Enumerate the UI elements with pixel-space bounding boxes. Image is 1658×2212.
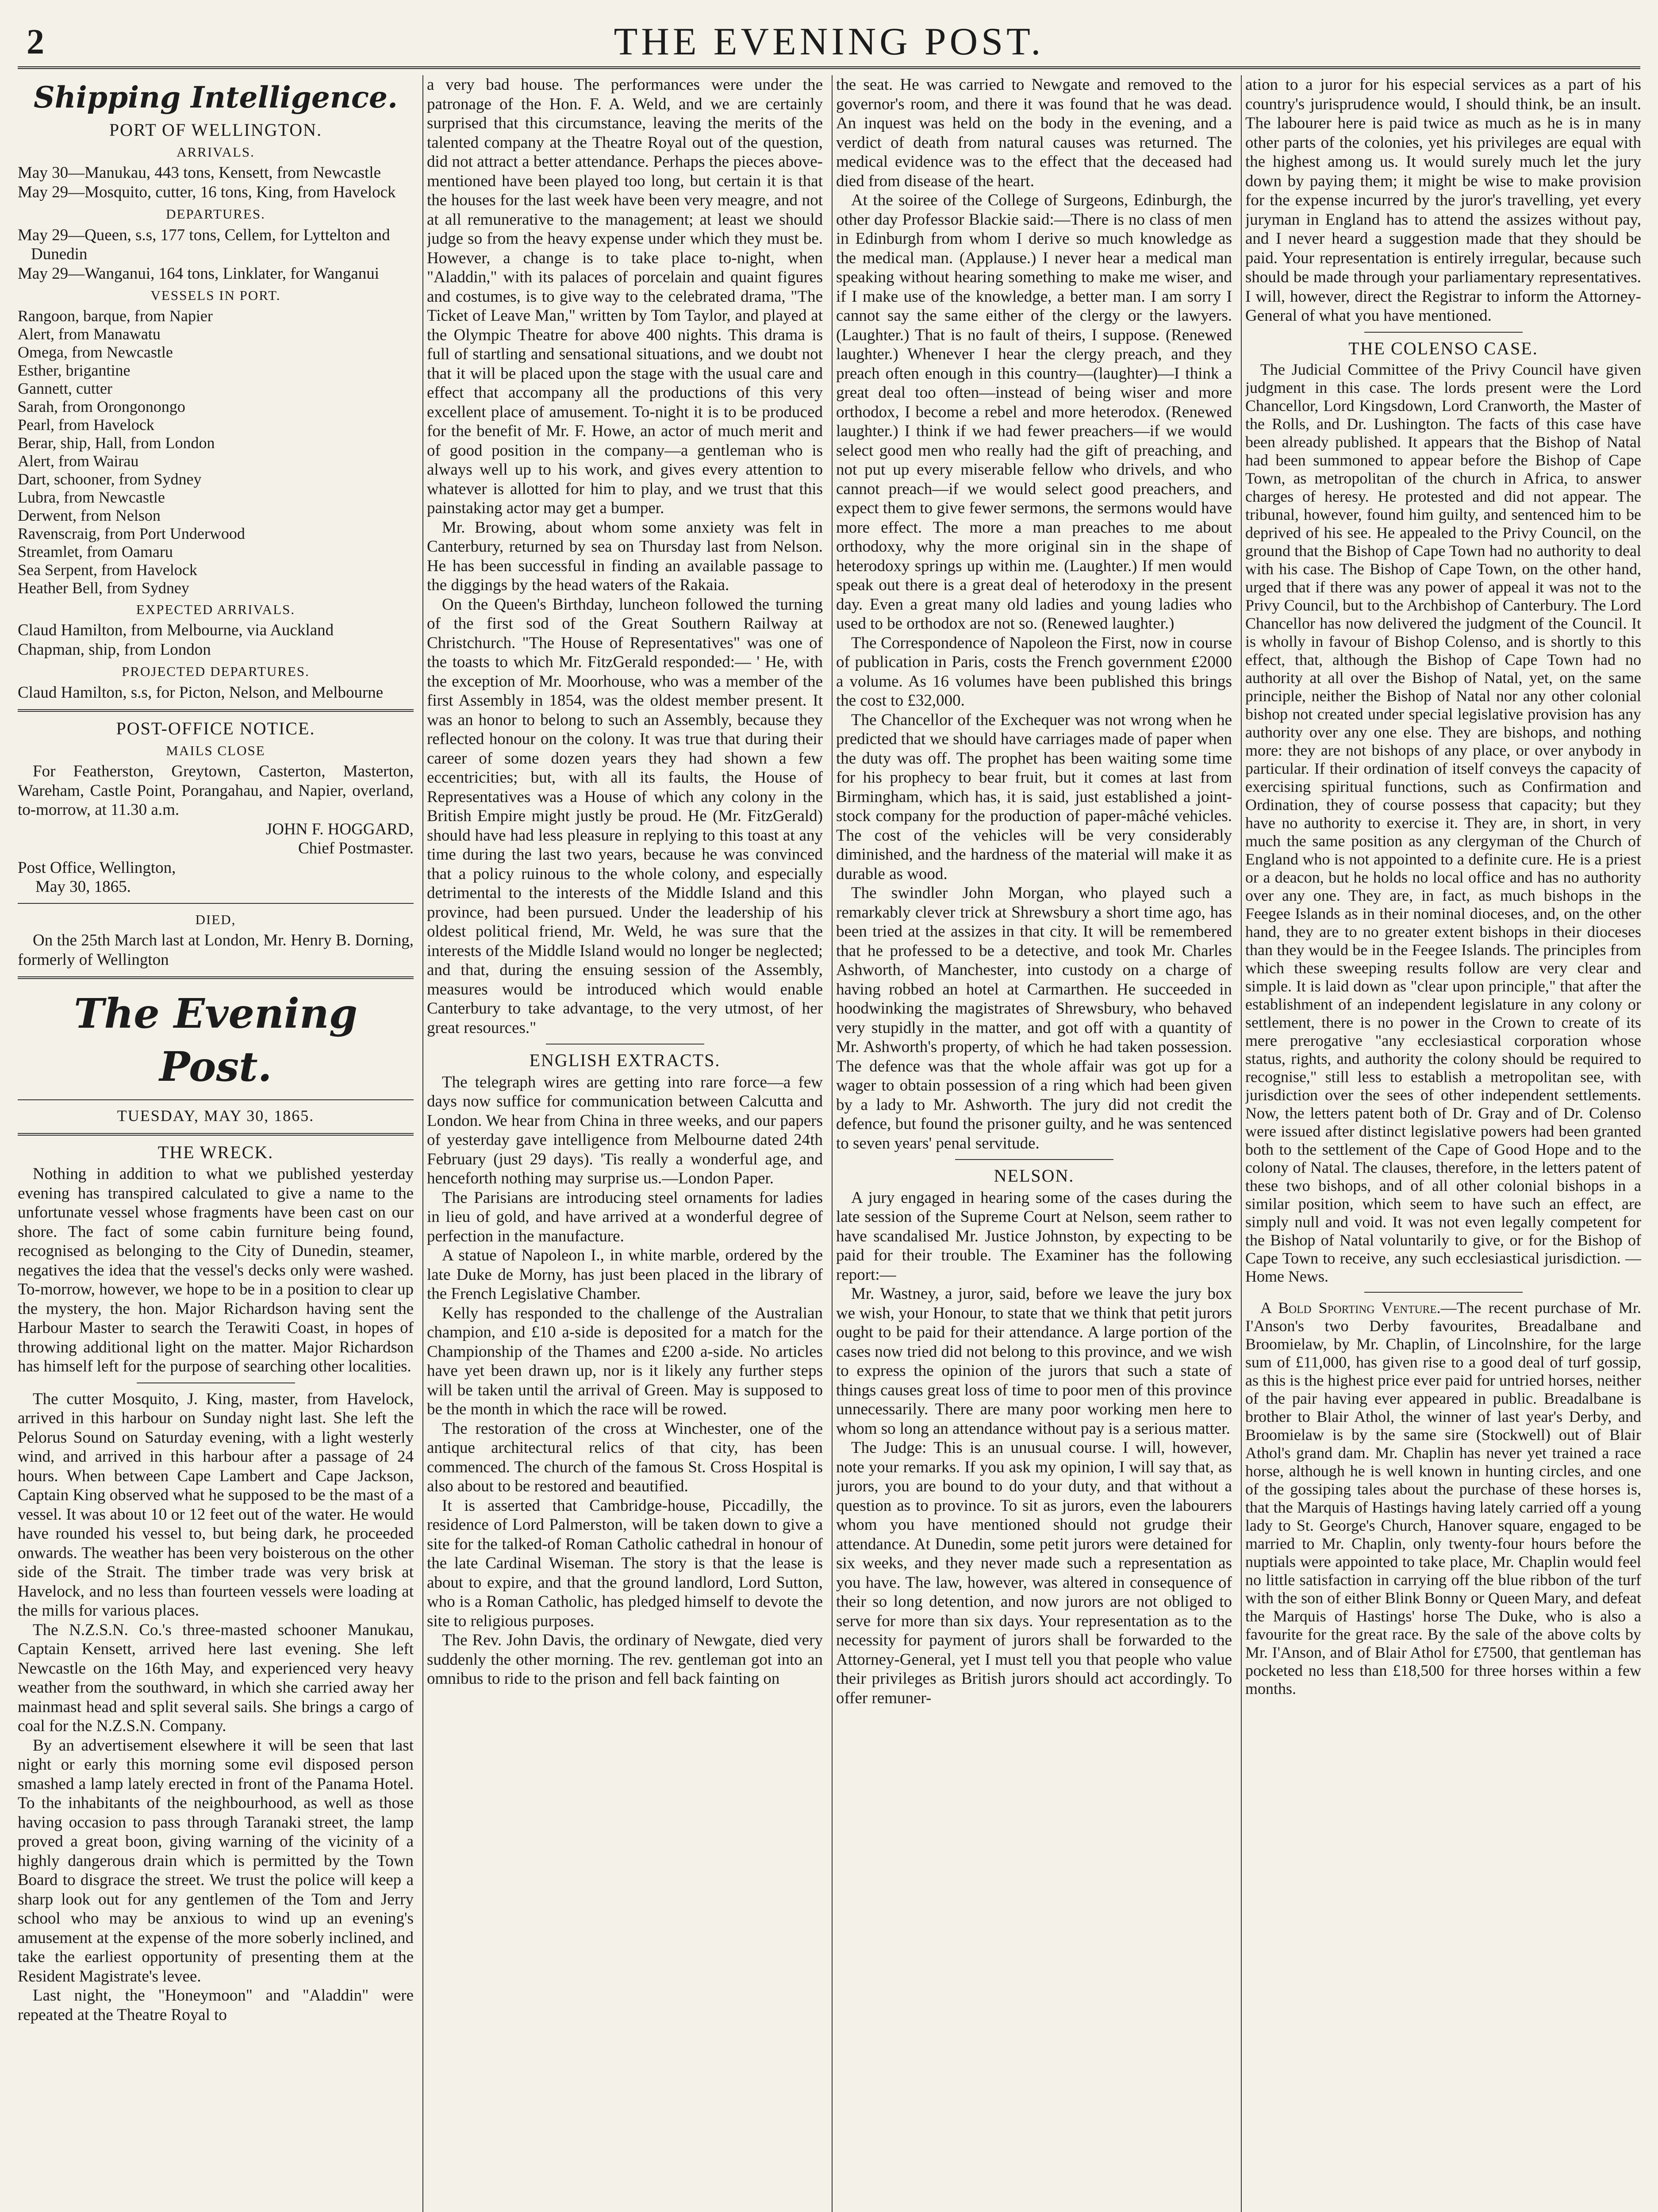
port-heading: PORT OF WELLINGTON. xyxy=(109,120,322,140)
article-paragraph: The telegraph wires are getting into rare force—a few days now suffice for communication between Calcutta and London. We hear from China in three weeks, and our papers of yesterday gave intelligence from Melbourne dated 24th February (just 29 days). 'Tis really a wonderful age, and henceforth nothing may surprise us.—London Paper. xyxy=(427,1073,823,1187)
column-rule xyxy=(1241,75,1242,2212)
divider xyxy=(137,1382,295,1383)
divider xyxy=(955,1159,1113,1160)
died-text: On the 25th March last at London, Mr. Henry B. Dorning, formerly of Wellington xyxy=(18,931,414,969)
died-heading: DIED, xyxy=(195,911,236,927)
divider xyxy=(18,976,414,979)
vessel-item: Gannett, cutter xyxy=(18,379,112,397)
article-paragraph: Kelly has responded to the challenge of the Australian champion, and £10 a-side is deposited for a match for the Championship of the Thames and £200 a-side. No articles have yet been drawn up, nor is it likely any further steps will be taken until the arrival of Green. May is supposed to be the month in which the race will be rowed. xyxy=(427,1304,823,1418)
article-paragraph: At the soiree of the College of Surgeons, Edinburgh, the other day Professor Blackie said:—There is no class of men in Edinburgh from whom I derive so much knowledge as the medical man. (Applause.) I never hear a medical man speaking without hearing something to make me wiser, and if I make use of the knowledge, a better man. I am sorry I cannot say the same either of the clergy or the lawyers. (Laughter.) That is no fault of theirs, I suppose. (Renewed laughter.) Whenever I hear the clergy preach, and they preach often enough in this country—(laughter)—I think a great deal too often—instead of being wiser and more orthodox, I become a rebel and more heterodox. (Renewed laughter.) I think if we had fewer preachers—if we would select good men who really had the gift of preaching, and not put up every miserable fellow who drivels, and who cannot preach—if we would select good preachers, and expect them to give fewer sermons, the sermons would have more effect. The more a man preaches to me about orthodoxy, why the more original sin in the shape of heterodoxy springs up within me. (Laughter.) If men would speak out there is a great deal of heterodoxy in the present day. Even a great many old ladies and young ladies who used to be orthodox are not so. (Renewed laughter.) xyxy=(836,191,1232,633)
expected-item: Chapman, ship, from London xyxy=(18,640,211,659)
article-paragraph: Nothing in addition to what we published yesterday evening has transpired calculated to give a name to the unfortunate vessel whose fragments have been cast on our shore. The fact of some cabin furniture being found, recognised as belonging to the City of Dunedin, steamer, negatives the idea that the vessel's decks only were washed. To-morrow, however, we hope to be in a position to clear up the mystery, the hon. Major Richardson having sent the Harbour Master to search the Terawiti Coast, in hopes of throwing additional light on the matter. Major Richardson has himself left for the purpose of searching other localities. xyxy=(18,1165,414,1375)
divider xyxy=(18,1133,414,1136)
article-paragraph: The cutter Mosquito, J. King, master, from Havelock, arrived in this harbour on Sunday night last. She left the Pelorus Sound on Saturday evening, with a light westerly wind, and arrived in this harbour after a passage of 24 hours. When between Cape Lambert and Cape Jackson, Captain King observed what he supposed to be the mast of a vessel. It was about 10 or 12 feet out of the water. He would have rounded his vessel to, but being dark, he proceeded onwards. The weather has been very boisterous on the other side of the Strait. The timber trade was very brisk at Havelock, and no less than fourteen vessels were loading at the mills for various places. xyxy=(18,1390,414,1620)
column-2 xyxy=(427,75,823,2212)
divider xyxy=(1364,1292,1523,1293)
arrivals-heading: ARRIVALS. xyxy=(177,144,255,160)
projected-heading: PROJECTED DEPARTURES. xyxy=(122,664,310,679)
vessel-item: Alert, from Manawatu xyxy=(18,325,161,343)
expected-heading: EXPECTED ARRIVALS. xyxy=(136,601,296,617)
vessel-item: Lubra, from Newcastle xyxy=(18,488,165,506)
article-paragraph: By an advertisement elsewhere it will be seen that last night or early this morning some evil disposed person smashed a lamp lately erected in front of the Panama Hotel. To the inhabitants of the neighbourhood, as well as those having occasion to pass through Taranaki street, the lamp proved a great boon, giving warning of the vicinity of a highly dangerous drain which is permitted by the Town Board to disgrace the street. We trust the police will keep a sharp look out for any gentlemen of the Tom and Jerry school who may be anxious to wind up an evening's amusement at the expense of the more soberly inclined, and take the earliest opportunity of presenting them at the Resident Magistrate's levee. xyxy=(18,1736,414,1985)
dateline: TUESDAY, MAY 30, 1865. xyxy=(117,1107,315,1125)
divider xyxy=(546,1044,704,1045)
column-1 xyxy=(18,75,414,2212)
post-office-place: Post Office, Wellington, xyxy=(18,858,176,877)
mails-close-label: MAILS CLOSE xyxy=(166,742,265,758)
article-paragraph: A jury engaged in hearing some of the cases during the late session of the Supreme Court at Nelson, seem rather to have scandalised Mr. Justice Johnston, by expecting to be paid for their trouble. The Examiner has the following report:— xyxy=(836,1188,1232,1284)
vessel-item: Derwent, from Nelson xyxy=(18,506,161,524)
arrival-item: May 29—Mosquito, cutter, 16 tons, King, from Havelock xyxy=(18,183,396,201)
sporting-lead: A Bold Sporting Venture. xyxy=(1260,1299,1441,1317)
article-paragraph: The Rev. John Davis, the ordinary of Newgate, died very suddenly the other morning. The rev. gentleman got into an omnibus to ride to the prison and fell back fainting on xyxy=(427,1631,823,1688)
page-number: 2 xyxy=(27,23,44,61)
columns xyxy=(18,75,1640,2212)
article-paragraph: The Parisians are introducing steel ornaments for ladies in lieu of gold, and have arrived at a wonderful degree of perfection in the manufacture. xyxy=(427,1188,823,1245)
paper-name: THE EVENING POST. xyxy=(614,20,1044,63)
article-paragraph: the seat. He was carried to Newgate and removed to the governor's room, and there it was found that he was dead. An inquest was held on the body in the evening, and a verdict of death from natural causes was returned. The medical evidence was to the effect that the deceased had died from disease of the heart. xyxy=(836,76,1232,190)
article-paragraph: Mr. Wastney, a juror, said, before we leave the jury box we wish, your Honour, to state that we think that petit jurors ought to be paid for their attendance. A large portion of the cases now tried did not belong to this province, and we wish to express the opinion of the jurors that such a state of things causes great loss of time to poor men of this province unnecessarily. There are many poor working men here to whom so long an attendance without pay is a serious matter. xyxy=(836,1285,1232,1438)
divider xyxy=(18,1099,414,1100)
divider xyxy=(18,903,414,904)
vessel-item: Sea Serpent, from Havelock xyxy=(18,561,197,579)
post-office-date: May 30, 1865. xyxy=(35,878,131,896)
arrival-item: May 30—Manukau, 443 tons, Kensett, from Newcastle xyxy=(18,164,381,182)
sporting-paragraph xyxy=(1245,1299,1641,1698)
nelson-heading: NELSON. xyxy=(994,1166,1075,1186)
article-paragraph: The N.Z.S.N. Co.'s three-masted schooner Manukau, Captain Kensett, arrived here last evening. She left Newcastle on the 16th May, and experienced very heavy weather from the southward, in which she carried away her mainmast head and split several sails. She brings a cargo of coal for the N.Z.S.N. Company. xyxy=(18,1621,414,1735)
postmaster-title: Chief Postmaster. xyxy=(298,839,414,857)
vessel-item: Berar, ship, Hall, from London xyxy=(18,434,215,452)
vessel-item: Esther, brigantine xyxy=(18,361,130,379)
column-rule xyxy=(832,75,833,2212)
divider xyxy=(18,709,414,712)
departure-item: May 29—Queen, s.s, 177 tons, Cellem, for Lyttelton and Dunedin xyxy=(18,226,390,263)
departures-heading: DEPARTURES. xyxy=(166,206,265,222)
vessel-item: Alert, from Wairau xyxy=(18,452,139,470)
wreck-heading: THE WRECK. xyxy=(157,1142,274,1162)
vessel-item: Rangoon, barque, from Napier xyxy=(18,307,213,325)
article-paragraph: The Correspondence of Napoleon the First, now in course of publication in Paris, costs the French government £2000 a volume. As 16 volumes have been published this brings the cost to £32,000. xyxy=(836,634,1232,710)
departure-item: May 29—Wanganui, 164 tons, Linklater, for Wanganui xyxy=(18,264,380,283)
vessel-item: Pearl, from Havelock xyxy=(18,415,154,434)
vessel-item: Omega, from Newcastle xyxy=(18,343,173,361)
extracts-heading: ENGLISH EXTRACTS. xyxy=(529,1050,721,1070)
column-4 xyxy=(1245,75,1641,2212)
article-paragraph: a very bad house. The performances were under the patronage of the Hon. F. A. Weld, and we are certainly surprised that this circumstance, leaving the merits of the talented company at the Theatre Royal out of the question, did not attract a better attendance. Perhaps the pieces above-mentioned have been played too long, but certain it is that the houses for the last week have been very meagre, and not at all remunerative to the management; at least we should judge so from the heavy expense under which they must be. However, a change is to take place to-night, when "Aladdin," with its palaces of porcelain and quaint figures and costumes, is to give way to the celebrated drama, "The Ticket of Leave Man," written by Tom Taylor, and played at the Olympic Theatre for above 400 nights. This drama is full of startling and sensational situations, and we doubt not that it will be placed upon the stage with the usual care and effect that accompany all the productions of this very excellent place of amusement. To-night it is to be produced for the benefit of Mr. F. Howe, an actor of much merit and of good position in the company—a gentleman who is always well up to his work, and gives every attention to whatever is allotted for him to play, and we trust that this painstaking actor may get a bumper. xyxy=(427,76,823,517)
post-office-heading: POST-OFFICE NOTICE. xyxy=(116,718,315,738)
article-paragraph: The Judge: This is an unusual course. I will, however, note your remarks. If you ask my opinion, I will say that, as jurors, you are bound to do your duty, and that without a question as to province. To sit as jurors, even the labourers whom you have mentioned should not grudge their attendance. At Dunedin, some petit jurors were detained for six weeks, and they never made such a representation as you have. The law, however, was altered in consequence of their so long detention, and now jurors are not obliged to serve for more than six days. Your representation as to the necessity for payment of jurors shall be forwarded to the Attorney-General, yet I must tell you that people who value their privileges as British jurors should act accordingly. To offer remuner- xyxy=(836,1439,1232,1707)
article-paragraph: A statue of Napoleon I., in white marble, ordered by the late Duke de Morny, has just been placed in the library of the French Legislative Chamber. xyxy=(427,1246,823,1303)
evening-post-title: The Evening Post. xyxy=(73,990,358,1091)
vessels-heading: VESSELS IN PORT. xyxy=(150,288,281,303)
vessel-item: Streamlet, from Oamaru xyxy=(18,542,173,561)
article-paragraph: The swindler John Morgan, who played such a remarkably clever trick at Shrewsbury a short time ago, has been tried at the assizes in that city. It will be remembered that he professed to be a detective, and took Mr. Charles Ashworth, of Manchester, into custody on a charge of having robbed an hotel at Carmarthen. He succeeded in hoodwinking the magistrates of Shrewsbury, who behaved very stupidly in the matter, and got off with a quantity of Mr. Ashworth's property, of which he had taken possession. The defence was that the whole affair was got up for a wager to obtain possession of a ring which had been given by a lady to Mr. Ashworth. The jury did not credit the defence, but found the prisoner guilty, and he was sentenced to seven years' penal servitude. xyxy=(836,884,1232,1152)
masthead xyxy=(18,13,1640,69)
colenso-heading: THE COLENSO CASE. xyxy=(1348,338,1538,358)
article-paragraph: The restoration of the cross at Winchester, one of the antique architectural relics of that city, has been commenced. The church of the famous St. Cross Hospital is also about to be restored and beautified. xyxy=(427,1419,823,1495)
vessel-item: Dart, schooner, from Sydney xyxy=(18,470,202,488)
article-paragraph: It is asserted that Cambridge-house, Piccadilly, the residence of Lord Palmerston, will be taken down to give a site for the talked-of Roman Catholic cathedral in honour of the late Cardinal Wiseman. The story is that the lease is about to expire, and that the ground landlord, Lord Sutton, who is a Roman Catholic, has pledged himself to devote the site to religious purposes. xyxy=(427,1496,823,1630)
column-3 xyxy=(836,75,1232,2212)
sporting-text: —The recent purchase of Mr. I'Anson's two Derby favourites, Breadalbane and Broomielaw, by Mr. Chaplin, of Lincolnshire, for the large sum of £11,000, has given rise to a good deal of turf gossip, as this is the highest price ever paid for untried horses, neither of the pair having ever appeared in public. Breadalbane is brother to Blair Athol, the winner of last year's Derby, and Broomielaw is by the same sire (Stockwell) out of Blair Athol's grand dam. Mr. Chaplin has never yet trained a race horse, although he is well known in hunting circles, and one of the gossiping tales about the purchase of these horses is, that the Marquis of Hastings having lately carried off a young lady to St. George's Church, Hanover square, engaged to be married to Mr. Chaplin, only twenty-four hours before the nuptials were appointed to take place, Mr. Chaplin would feel no little satisfaction in carrying off the blue ribbon of the turf with the son of either Blink Bonny or Queen Mary, and defeat the Marquis of Hastings' horse The Duke, who is also a favourite for the great race. By the sale of the above colts by Mr. I'Anson, and of Blair Athol for £7500, that gentleman has pocketed no less than £18,500 for three horses within a few months. xyxy=(1245,1299,1641,1697)
projected-item: Claud Hamilton, s.s, for Picton, Nelson, and Melbourne xyxy=(18,683,384,702)
divider xyxy=(1364,332,1523,333)
mails-text: For Featherston, Greytown, Casterton, Masterton, Wareham, Castle Point, Porangahau, and Napier, overland, to-morrow, at 11.30 a.m. xyxy=(18,762,414,819)
vessels-list xyxy=(18,307,414,597)
vessel-item: Ravenscraig, from Port Underwood xyxy=(18,524,245,542)
article-paragraph: On the Queen's Birthday, luncheon followed the turning of the first sod of the Great Southern Railway at Christchurch. "The House of Representatives" was one of the toasts to which Mr. FitzGerald responded:— ' He, with the exception of Mr. Moorhouse, who was a member of the first Assembly in 1854, was the oldest member present. It was an honor to belong to such an Assembly, because they reflected honour on the colony. It was true that during their career of some dozen years they had shown a few eccentricities; but, with all its faults, the House of Representatives was a House of which any colony in the British Empire might justly be proud. He (Mr. FitzGerald) should have had less pleasure in replying to this toast at any time during the last two years, because he was convinced that a policy ruinous to the whole colony, and especially detrimental to the interests of the Middle Island and this province, had been pursued. Under the leadership of his oldest political friend, Mr. Weld, he was sure that the interests of the Middle Island would no longer be neglected; and that, during the ensuing session of the Assembly, measures would be introduced which would enable Canterbury to take advantage, to the very utmost, of her great resources." xyxy=(427,595,823,1037)
article-paragraph: The Chancellor of the Exchequer was not wrong when he predicted that we should have carriages made of paper when the duty was off. The prophet has been waiting some time for his prophecy to bear fruit, but it comes at last from Birmingham, which has, it is said, just established a joint-stock company for the production of paper-mâché vehicles. The cost of the vehicles will be very considerably diminished, and the hardness of the material will make it as durable as wood. xyxy=(836,710,1232,883)
vessel-item: Sarah, from Orongonongo xyxy=(18,397,185,415)
column-rule xyxy=(422,75,423,2212)
shipping-heading: Shipping Intelligence. xyxy=(33,80,398,115)
postmaster-name: JOHN F. HOGGARD, xyxy=(265,820,414,838)
article-paragraph: Mr. Browing, about whom some anxiety was felt in Canterbury, returned by sea on Thursday last from Nelson. He has been successful in finding an available passage to the diggings by the head waters of the Rakaia. xyxy=(427,518,823,594)
vessel-item: Heather Bell, from Sydney xyxy=(18,579,189,597)
expected-item: Claud Hamilton, from Melbourne, via Auckland xyxy=(18,621,334,639)
article-paragraph: Last night, the "Honeymoon" and "Aladdin" were repeated at the Theatre Royal to xyxy=(18,1986,414,2024)
article-paragraph: The Judicial Committee of the Privy Council have given judgment in this case. The lords present were the Lord Chancellor, Lord Kingsdown, Lord Cranworth, the Master of the Rolls, and Dr. Lushington. The facts of this case have been already published. It appears that the Bishop of Natal had been summoned to appear before the Bishop of Cape Town, as metropolitan of the church in Africa, to answer charges of heresy. He protested and did not appear. The tribunal, however, found him guilty, and sentenced him to be deprived of his see. He appealed to the Privy Council, on the ground that the Bishop of Cape Town had no authority to deal with his case. The Bishop of Cape Town, on the other hand, urged that if there was any power of appeal it was not to the Privy Council, but to the Archbishop of Canterbury. The Lord Chancellor has now delivered the judgment of the Council. It is wholly in favour of Bishop Colenso, and is shortly to this effect, that, although the Bishop of Cape Town had no authority at all over the Bishop of Natal, yet, on the same principle, neither the Bishop of Natal nor any other colonial bishop not created under special legislative provision has any authority over any one else. They are bishops, and nothing more: they are not bishops of any place, or over anybody in particular. If their ordination of itself conveys the capacity of exercising spiritual functions, such as Confirmation and Ordination, they of course possess that capacity; but they have no authority to exercise it. They are, in short, in very much the same position as any clergyman of the Church of England who is not appointed to a definite cure. He is a priest or a deacon, but he holds no local office and has no authority over any one. They are, in fact, as much bishops in the Feegee Islands as in their nominal dioceses, and, on the other hand, they are to no greater extent bishops in their dioceses than they would be in the Feegee Islands. The principles from which these sweeping results follow are very clear and simple. It is laid down as "clear upon principle," that after the establishment of an independent legislature in any colony or settlement, there is no power in the Crown to create of its mere prerogative "any ecclesiastical corporation whose status, rights, and authority the colony should be required to recognise," still less to establish a metropolitan see, with jurisdiction over the sees of other independent settlements. Now, the letters patent both of Dr. Gray and of Dr. Colenso were issued after distinct legislative powers had been granted both to the settlement of the Cape of Good Hope and to the colony of Natal. The clauses, therefore, in the letters patent of these two bishops, and of all other colonial bishops in a similar position, which seem to have such an effect, are simply null and void. It was not even legally competent for the Bishop of Natal voluntarily to give, or for the Bishop of Cape Town to receive, any such ecclesiastical jurisdiction. — Home News. xyxy=(1245,361,1641,1285)
article-paragraph: ation to a juror for his especial services as a part of his country's jurisprudence would, I should think, be an insult. The labourer here is paid twice as much as he is in many other parts of the colonies, yet his privileges are equal with the highest among us. It would surely much let the jury down by paying them; it might be wise to make provision for the expense incurred by the juror's travelling, yet every juryman in England has to attend the assizes without pay, and I never heard a suggestion made that they should be paid. Your representation is entirely irregular, because such should be made through your parliamentary representatives. I will, however, direct the Registrar to inform the Attorney-General of what you have mentioned. xyxy=(1245,76,1641,325)
